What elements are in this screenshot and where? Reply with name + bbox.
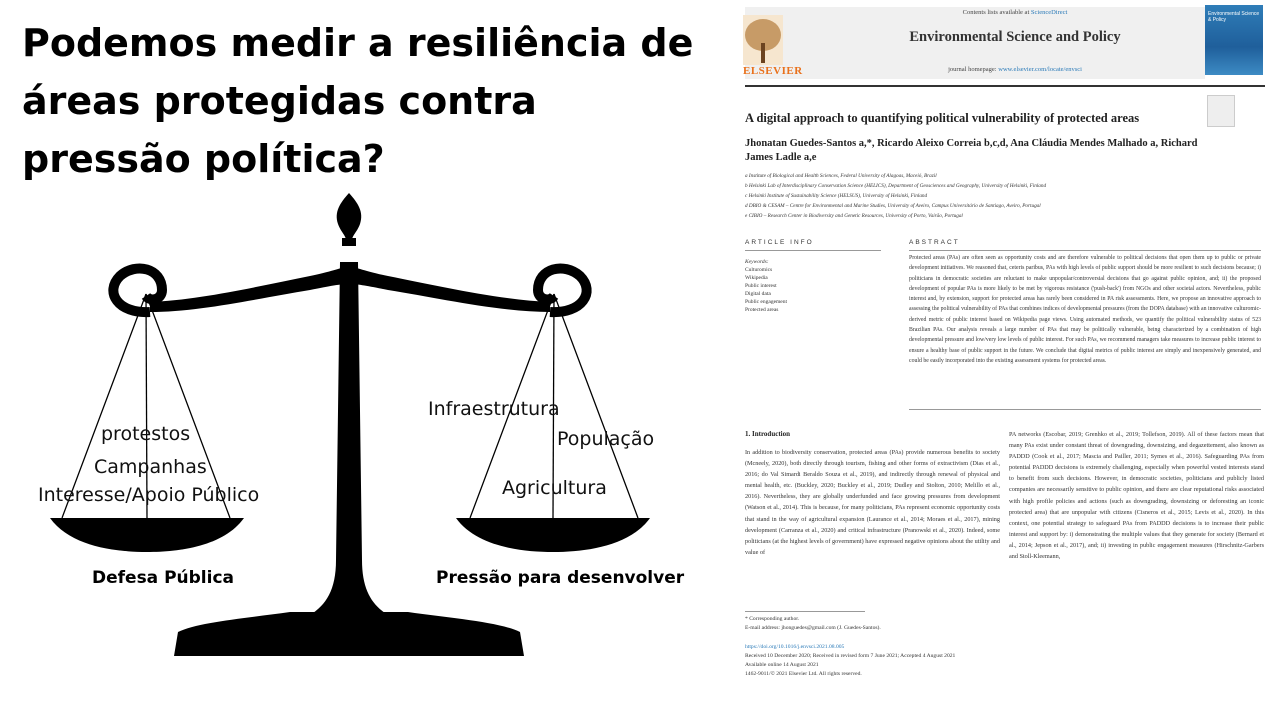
affiliation: c Helsinki Institute of Sustainability Science (HELSUS), University of Helsinki, Finland xyxy=(745,193,928,199)
left-pan-item-campanhas: Campanhas xyxy=(94,456,207,478)
sciencedirect-link[interactable]: ScienceDirect xyxy=(1030,9,1068,16)
crossmark-icon[interactable] xyxy=(1207,95,1235,127)
keyword: Public engagement xyxy=(745,299,788,305)
abstract-text: Protected areas (PAs) are often seen as opportunity costs and are therefore vulnerable to political decisions that open them up to public or private development initiatives. We reasoned that, ceteris paribus, PAs with high levels of public support should be more resilient to such decisions because; i) politicians in democratic societies are reluctant to make unpopular/controversial decisions that go against public opinion, and; ii) the proposed development of popular PAs is more likely to be met by vigorous resistance ('push-back') from NGOs and other societal actors. Nevertheless, public interest and, by extension, support for protected areas has rarely been considered in PA risk assessments. Here, we propose an innovative approach to assessing the political vulnerability of PAs that combines indices of developmental pressures (from the DOPA database) with an innovative culturomic-derived metric of public interest based on Wikipedia page views. Using automated methods, we quantify the political vulnerability status of 523 Brazilian PAs. Our analysis reveals a large number of PAs that may be politically vulnerable, being characterized by a combination of high developmental pressure and low/very low levels of public interest. For such PAs, we recommend managers take measures to increase public interest to ensure a healthy base of public support in the future. We conclude that digital metrics of public interest are simply and inexpensively generated, and could be easily incorporated into the existing assessment systems for protected areas. xyxy=(909,255,1261,364)
footnotes xyxy=(745,615,1045,679)
corresponding-author: * Corresponding author. xyxy=(745,616,800,622)
keyword: Protected areas xyxy=(745,307,779,313)
publisher-name: ELSEVIER xyxy=(743,65,803,77)
keywords-block xyxy=(745,258,875,314)
keyword: Digital data xyxy=(745,291,771,297)
article-authors: Jhonatan Guedes-Santos a,*, Ricardo Aleixo Correia b,c,d, Ana Cláudia Mendes Malhado a, Richard James Ladle a,e xyxy=(745,138,1198,163)
right-pan-item-infraestrutura: Infraestrutura xyxy=(428,398,560,420)
keyword: Wikipedia xyxy=(745,275,768,281)
contents-prefix: Contents lists available at xyxy=(962,9,1030,16)
journal-cover-image xyxy=(1205,5,1263,75)
journal-cover-text: Environmental Science & Policy xyxy=(1208,11,1260,23)
right-pan-item-agricultura: Agricultura xyxy=(502,477,607,499)
affiliations xyxy=(745,171,1245,221)
paper-first-page xyxy=(717,5,1280,685)
homepage-link[interactable]: www.elsevier.com/locate/envsci xyxy=(998,66,1082,73)
affiliation: a Institute of Biological and Health Sciences, Federal University of Alagoas, Maceió, Brazil xyxy=(745,173,937,179)
footnote-rule xyxy=(745,611,865,612)
email-address: E-mail address: jhonguedes@gmail.com (J. Guedes-Santos). xyxy=(745,625,881,631)
available-online: Available online 14 August 2021 xyxy=(745,662,819,668)
homepage-line xyxy=(835,66,1195,73)
keywords-label: Keywords: xyxy=(745,259,769,265)
header-rule xyxy=(745,85,1265,87)
received-dates: Received 10 December 2020; Received in revised form 7 June 2021; Accepted 4 August 2021 xyxy=(745,653,956,659)
intro-column-right: PA networks (Escobar, 2019; Grenhko et al., 2019; Tollefson, 2019). All of these factors mean that many PAs exist under constant threat of downgrading, downsizing, and degazettement, also known as PADDD (Cook et al., 2017; Mascia and Pailler, 2011; Symes et al., 2016). Safeguarding PAs from potential PADDD decisions is extremely challenging, especially when powerful vested interests stand to benefit from such decisions. However, in democratic societies, politicians and publicly listed companies are necessarily sensitive to public opinion, and there are clear reputational risks associated with high profile policies and actions (such as downgrading, downsizing or deforesting an iconic protected area) that are unpopular with citizens (Cisneros et al., 2015; Levis et al., 2020). In this context, one potential strategy to safeguard PAs from PADDD decisions is to increase their public interest and support by: i) demonstrating the multiple values that they generate for society (Bernard et al., 2014; Jepson et al., 2017), and; ii) investing in public engagement measures (Hirschnitz-Garbers and Stoll-Kleemann, xyxy=(1009,431,1264,561)
keyword: Culturomics xyxy=(745,267,773,273)
right-pan-caption: Pressão para desenvolver xyxy=(436,568,685,588)
slide-title: Podemos medir a resiliência de áreas protegidas contra pressão política? xyxy=(22,21,694,181)
doi-link[interactable]: https://doi.org/10.1016/j.envsci.2021.08.005 xyxy=(745,644,845,650)
affiliation: b Helsinki Lab of Interdisciplinary Conservation Science (HELICS), Department of Geosciences and Geography, University of Helsinki, Finland xyxy=(745,183,1047,189)
left-pan-caption: Defesa Pública xyxy=(92,568,235,588)
journal-name: Environmental Science and Policy xyxy=(909,29,1121,45)
right-pan-item-populacao: População xyxy=(557,428,655,450)
keyword: Public interest xyxy=(745,283,777,289)
left-pan-item-interesse: Interesse/Apoio Público xyxy=(38,484,260,506)
abstract-heading: ABSTRACT xyxy=(909,239,960,246)
homepage-prefix: journal homepage: xyxy=(948,66,997,73)
abstract-rule xyxy=(909,250,1261,251)
intro-column-left: In addition to biodiversity conservation, protected areas (PAs) provide numerous benefits to society (Mcneely, 2020), both directly through tourism, fishing and other forms of extractivism (Dias et al., 2016; do Val Simardi Beraldo Souza et al., 2019), and indirectly through renewal of physical and mental health, etc. (Buckley, 2020; Buckley et al., 2019; Dudley and Stolton, 2010; Melillo et al., 2016). Nevertheless, they are globally underfunded and face growing pressures from development (Watson et al., 2014). This is because, for many politicians, PAs represent economic opportunity costs that stand in the way of agricultural expansion (Laurance et al., 2014; Moraes et al., 2017), mining development (Carranza et al., 2020) and critical infrastructure (Pranowski et al., 2020). Indeed, some politicians (at the highest levels of government) have expressed negative opinions about the utility and value of xyxy=(745,449,1000,556)
article-info-heading: ARTICLE INFO xyxy=(745,239,814,246)
abstract-end-rule xyxy=(909,409,1261,410)
affiliation: d DBIO & CESAM – Centre for Environmental and Marine Studies, University of Aveiro, Campus Universitário de Santiago, Aveiro, Portugal xyxy=(745,203,1041,209)
article-title: A digital approach to quantifying political vulnerability of protected areas xyxy=(745,111,1140,125)
affiliation: e CIBIO – Research Center in Biodiversity and Genetic Resources, University of Porto, Vairão, Portugal xyxy=(745,213,963,219)
article-info-rule xyxy=(745,250,881,251)
introduction-heading: 1. Introduction xyxy=(745,430,790,438)
copyright: 1462-9011/© 2021 Elsevier Ltd. All rights reserved. xyxy=(745,671,862,677)
contents-line xyxy=(835,9,1195,16)
left-pan-item-protestos: protestos xyxy=(101,423,191,445)
